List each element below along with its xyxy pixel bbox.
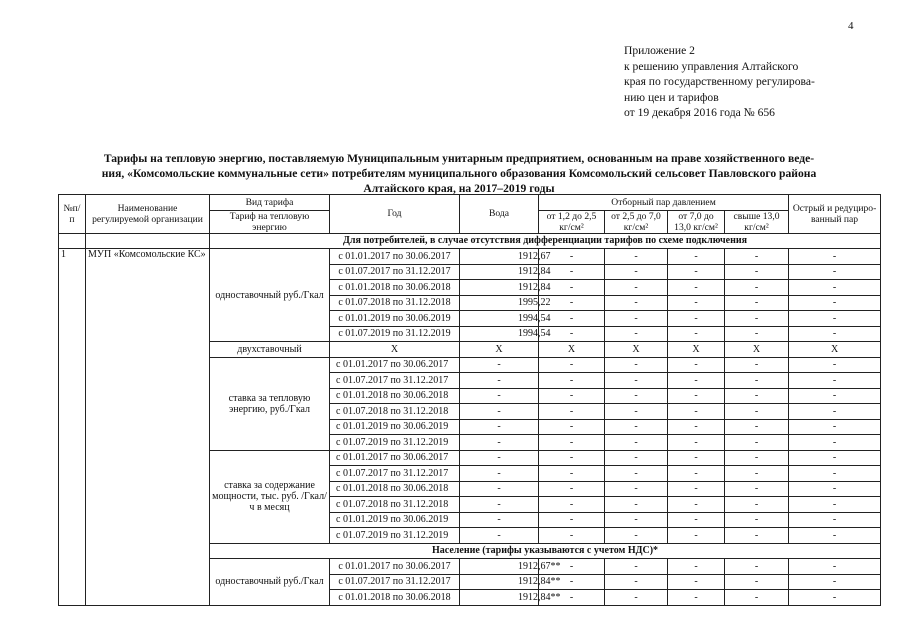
table-row: с 01.07.2018 по 31.12.2018 1995,22 - - - - - xyxy=(59,295,881,311)
period: с 01.01.2018 по 30.06.2018 xyxy=(330,388,460,404)
header-water: Вода xyxy=(460,195,539,234)
table-row: с 01.07.2019 по 31.12.2019 - - - - - - xyxy=(59,435,881,451)
period: с 01.07.2019 по 31.12.2019 xyxy=(330,326,460,342)
section2-title: Население (тарифы указываются с учетом НДС)* xyxy=(210,543,881,559)
header-tariff-type: Вид тарифа xyxy=(210,195,330,211)
header-org: Наименование регулируемой организации xyxy=(86,195,210,234)
tariff-table xyxy=(58,194,881,606)
period: с 01.07.2017 по 31.12.2017 xyxy=(330,373,460,389)
table-row: с 01.07.2017 по 31.12.2017 - - - - - - xyxy=(59,373,881,389)
water-value: 1912,84** xyxy=(460,590,539,606)
table-row: с 01.07.2019 по 31.12.2019 1994,54 - - - - - xyxy=(59,326,881,342)
table-row: двухставочный X X X X X X X xyxy=(59,342,881,358)
table-row: с 01.07.2017 по 31.12.2017 - - - - - - xyxy=(59,466,881,482)
table-row: одноставочный руб./Гкал с 01.01.2017 по 30.06.2017 1912,67** - - - - - xyxy=(59,559,881,575)
appendix-line: от 19 декабря 2016 года № 656 xyxy=(624,106,775,119)
document-title xyxy=(40,151,878,196)
water-value: 1912,84 xyxy=(460,264,539,280)
title-line: ния, «Комсомольские коммунальные сети» потребителям муниципального образования Комсомольский сельсовет Павловского района xyxy=(101,167,817,180)
table-row: с 01.07.2017 по 31.12.2017 1912,84** - - - - - xyxy=(59,574,881,590)
period: с 01.01.2018 по 30.06.2018 xyxy=(330,280,460,296)
appendix-line: края по государственному регулирова- xyxy=(624,75,815,88)
header-p3: от 7,0 до 13,0 кг/см² xyxy=(668,210,725,233)
table-row: с 01.01.2018 по 30.06.2018 1912,84 - - - - - xyxy=(59,280,881,296)
header-p2: от 2,5 до 7,0 кг/см² xyxy=(605,210,668,233)
appendix-note xyxy=(624,43,815,121)
header-steam: Отборный пар давлением xyxy=(539,195,789,211)
period: с 01.01.2017 по 30.06.2017 xyxy=(330,249,460,265)
group-two: двухставочный xyxy=(210,342,330,358)
water-value: 1912,84** xyxy=(460,574,539,590)
period: с 01.01.2019 по 30.06.2019 xyxy=(330,419,460,435)
org-name: МУП «Комсомольские КС» xyxy=(86,249,210,606)
appendix-line: к решению управления Алтайского xyxy=(624,59,799,73)
water-value: 1994,54 xyxy=(460,326,539,342)
header-tariff-sub: Тариф на тепловую энергию xyxy=(210,210,330,233)
appendix-line: Приложение 2 xyxy=(624,44,695,57)
appendix-line: нию цен и тарифов xyxy=(624,90,719,104)
row-number: 1 xyxy=(59,249,86,606)
period: с 01.01.2017 по 30.06.2017 xyxy=(330,357,460,373)
table-row: с 01.01.2018 по 30.06.2018 - - - - - - xyxy=(59,388,881,404)
section-row xyxy=(59,233,881,249)
period: с 01.01.2018 по 30.06.2018 xyxy=(330,481,460,497)
group-single: одноставочный руб./Гкал xyxy=(210,249,330,342)
table-row: ставка за тепловую энергию, руб./Гкал с 01.01.2017 по 30.06.2017 - - - - - - xyxy=(59,357,881,373)
header-row xyxy=(59,195,881,211)
water-value: 1994,54 xyxy=(460,311,539,327)
period: с 01.01.2017 по 30.06.2017 xyxy=(330,559,460,575)
period: с 01.07.2019 по 31.12.2019 xyxy=(330,435,460,451)
table-row: с 01.01.2018 по 30.06.2018 - - - - - - xyxy=(59,481,881,497)
period: с 01.07.2018 по 31.12.2018 xyxy=(330,404,460,420)
group-pop-single: одноставочный руб./Гкал xyxy=(210,559,330,606)
table-row: с 01.07.2018 по 31.12.2018 - - - - - - xyxy=(59,497,881,513)
header-p4: свыше 13,0 кг/см² xyxy=(725,210,789,233)
table-row: с 01.07.2018 по 31.12.2018 - - - - - - xyxy=(59,404,881,420)
header-sharp: Острый и редуциро-ванный пар xyxy=(789,195,881,234)
section1-title: Для потребителей, в случае отсутствия дифференциации тарифов по схеме подключения xyxy=(210,233,881,249)
period: с 01.07.2017 по 31.12.2017 xyxy=(330,466,460,482)
period: с 01.01.2019 по 30.06.2019 xyxy=(330,512,460,528)
table-row: с 01.07.2019 по 31.12.2019 - - - - - - xyxy=(59,528,881,544)
page-number: 4 xyxy=(848,20,854,32)
table-row: с 01.01.2018 по 30.06.2018 1912,84** - - - - - xyxy=(59,590,881,606)
period: с 01.07.2018 по 31.12.2018 xyxy=(330,295,460,311)
header-p1: от 1,2 до 2,5 кг/см² xyxy=(539,210,605,233)
table-row: с 01.01.2019 по 30.06.2019 1994,54 - - - - - xyxy=(59,311,881,327)
header-year: Год xyxy=(330,195,460,234)
table-row: с 01.01.2019 по 30.06.2019 - - - - - - xyxy=(59,419,881,435)
title-line: Алтайского края, на 2017–2019 годы xyxy=(363,182,555,195)
water-value: 1912,84 xyxy=(460,280,539,296)
water-value: 1912,67 xyxy=(460,249,539,265)
table-row: с 01.01.2019 по 30.06.2019 - - - - - - xyxy=(59,512,881,528)
period: с 01.07.2018 по 31.12.2018 xyxy=(330,497,460,513)
table-row: с 01.07.2017 по 31.12.2017 1912,84 - - - - - xyxy=(59,264,881,280)
table-row: ставка за содержание мощности, тыс. руб. /Гкал/ч в месяц с 01.01.2017 по 30.06.2017 - - - - - - xyxy=(59,450,881,466)
period: с 01.01.2019 по 30.06.2019 xyxy=(330,311,460,327)
table-row: 1 МУП «Комсомольские КС» одноставочный руб./Гкал с 01.01.2017 по 30.06.2017 1912,67 - - - - - xyxy=(59,249,881,265)
period: с 01.01.2017 по 30.06.2017 xyxy=(330,450,460,466)
period: с 01.07.2017 по 31.12.2017 xyxy=(330,264,460,280)
header-num: №п/п xyxy=(59,195,86,234)
water-value: 1912,67** xyxy=(460,559,539,575)
group-power: ставка за содержание мощности, тыс. руб. /Гкал/ч в месяц xyxy=(210,450,330,543)
water-value: 1995,22 xyxy=(460,295,539,311)
group-energy: ставка за тепловую энергию, руб./Гкал xyxy=(210,357,330,450)
period: с 01.07.2017 по 31.12.2017 xyxy=(330,574,460,590)
period: с 01.01.2018 по 30.06.2018 xyxy=(330,590,460,606)
title-line: Тарифы на тепловую энергию, поставляемую Муниципальным унитарным предприятием, основанным на праве хозяйственного веде- xyxy=(103,152,815,165)
period: с 01.07.2019 по 31.12.2019 xyxy=(330,528,460,544)
